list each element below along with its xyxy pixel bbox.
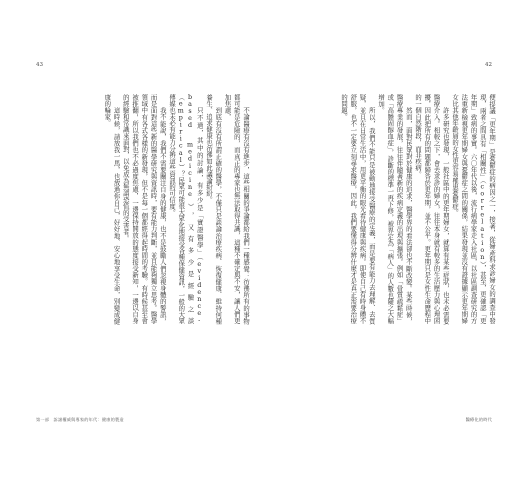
paragraph: 到底有沒有所謂正確的醫學，不僅只是談論治療疾病、恢復健康、維持何種養生、追求健康也彷彿如此議論紛紛。 [205,94,222,324]
paragraph: 我不能說，我們不需要關注自身的健康，也不是鼓勵人們忽視身體的警訊，而是面對這些新的醫學研究與資訊時，要有能力判斷，並且能夠獨立思考。醫學領域中有各式各樣的新發現，但不是每一個都經得起時間的考驗。有時候甚至會被推翻，所以我們也不必過度焦慮，一邊保持開放的態度接受新知，一邊以自身的經驗和常識來面對，以免成為無謂恐慌的受害者。 [121,94,166,324]
paragraph: 許多研究也發現，一般社區中的更年期婦女，就算有某些症狀，也未必需要醫療介入。相較之下，會去求診的婦女，往往本身就有較多的生活壓力與心理困擾，因此把所有的問題都歸咎於更年期，並不公平。更年期只是女性生命歷程中的一個自然階段，而非疾病。 [414,94,449,324]
paragraph: 然而，面對民眾對於健康的追求，醫學界的看法卻也不斷改變。某些時候，醫療專業的發展，往往伴隨著新的疾病定義的出現與擴張。例如「骨質疏鬆症」或「高膽固醇血症」，診斷的標準一再下修，被界定為「病人」的人數也隨之大幅增加。 [377,94,412,324]
paragraph: 這時候，請放我一馬，也放過你自己，好好地、安心地享受生命，別變成健康的輪家。 [103,94,120,324]
running-footer: 醫療化的時代 [465,417,492,422]
running-footer: 第一部 訴諸權威與專家的年代：健康的製造 [36,417,124,422]
paragraph: 只不過，其中的討論，有多少是「實證醫學」（evidence-based medicine），又有多少是經驗之談（empirical）？民眾可能很大眾化地接受各種保健資訊，一般的大眾傳媒也未必有能力分辨這些資訊的可信度。 [168,94,203,324]
page-number: 43 [36,62,43,68]
body-text [270,94,496,324]
paragraph: 不論醫療有沒有進步，這些相關的爭論都給我們一種感覺：彷彿所有的事物都可能是危險的，而真正的專家也無法取得共識，這種不確定與不安，讓人們更加焦慮， [223,94,249,324]
right-page [264,0,496,500]
left-page [30,0,250,500]
paragraph: 所以，我們不能只是被動地接受醫療的定義，而是要有能力去理解、去質疑，並且在日常生活中，用更平衡的眼光看待健康與疾病。即使自己有時身體不舒服，也不一定要立刻尋求醫療，因此，我們要懂得分辨什麼才是真正需要治療的問題。 [340,94,375,324]
body-text [40,94,250,324]
page-number: 42 [485,62,492,68]
paragraph: 便提議「更年期」是憂鬱症的病因之一，接著，從婦產科求診婦女的調查中發現，兩者之間具有「相關性」（correlation），甚至，更確認「更年期」致病的事實。六〇年代以後，流行病學家走入社區，以社區調查研究的方法重新檢視更年期婦女與憂鬱症之間的關係，結果發現並沒有證據顯示更年期婦女比其他年齡層的女性更容易罹患憂鬱症。 [451,94,495,324]
